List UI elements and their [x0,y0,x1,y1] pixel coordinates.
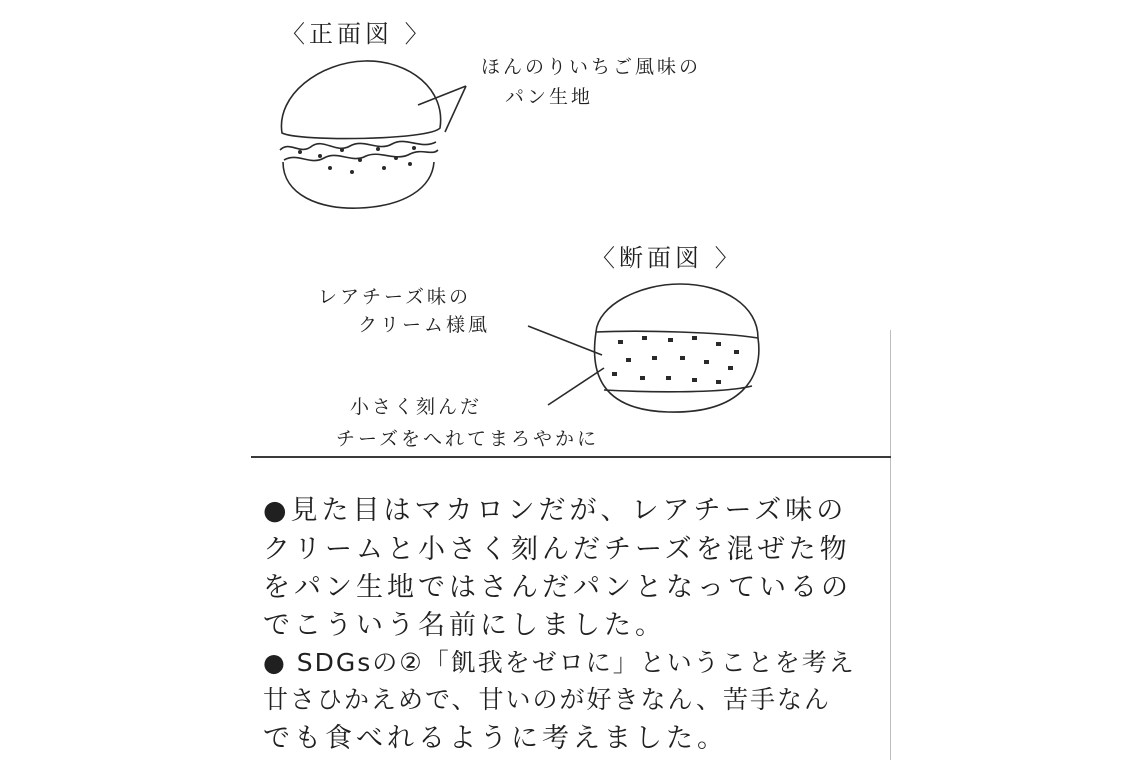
section-body [595,332,759,412]
section-cream-label-line-1: レアチーズ味の [318,286,472,308]
description-line-2: クリームと小さく刻んだチーズを混ぜた物 [263,534,851,565]
description-line-7: でも食べれるように考えました。 [263,723,728,754]
section-cheese-label-line-2: チーズをへれてまろやかに [336,428,600,450]
section-view-drawing [528,284,759,412]
cheese-pointer [548,368,604,405]
front-view-label-line-1: ほんのりいちご風味の [481,56,702,78]
cream-pointer [528,326,602,355]
front-view-label-line-2: パン生地 [505,86,594,108]
section-cream-top [596,331,758,338]
front-view-title: 〈正面図 〉 [281,20,433,48]
section-view-title: 〈断面図 〉 [591,244,743,272]
description-line-4: でこういう名前にしました。 [263,610,666,641]
description-line-5: ● SDGsの②「飢我をゼロに」ということを考え [263,648,856,677]
description-line-6: 廿さひかえめで、甘いのが好きなん、苦手なん [263,685,832,714]
top-bun [281,61,440,139]
section-cheese-label-line-1: 小さく刻んだ [350,396,483,418]
section-cream-bottom [604,386,752,392]
section-cheese-dots [612,336,739,384]
section-top-bun [596,284,758,338]
front-view-drawing [280,61,466,208]
description-line-1: ●見た目はマカロンだが、レアチーズ味の [263,495,848,526]
description-line-3: をパン生地ではさんだパンとなっているの [263,572,852,603]
bottom-bun [283,162,434,208]
section-divider [251,456,891,458]
section-cream-label-line-2: クリーム様風 [358,314,491,336]
